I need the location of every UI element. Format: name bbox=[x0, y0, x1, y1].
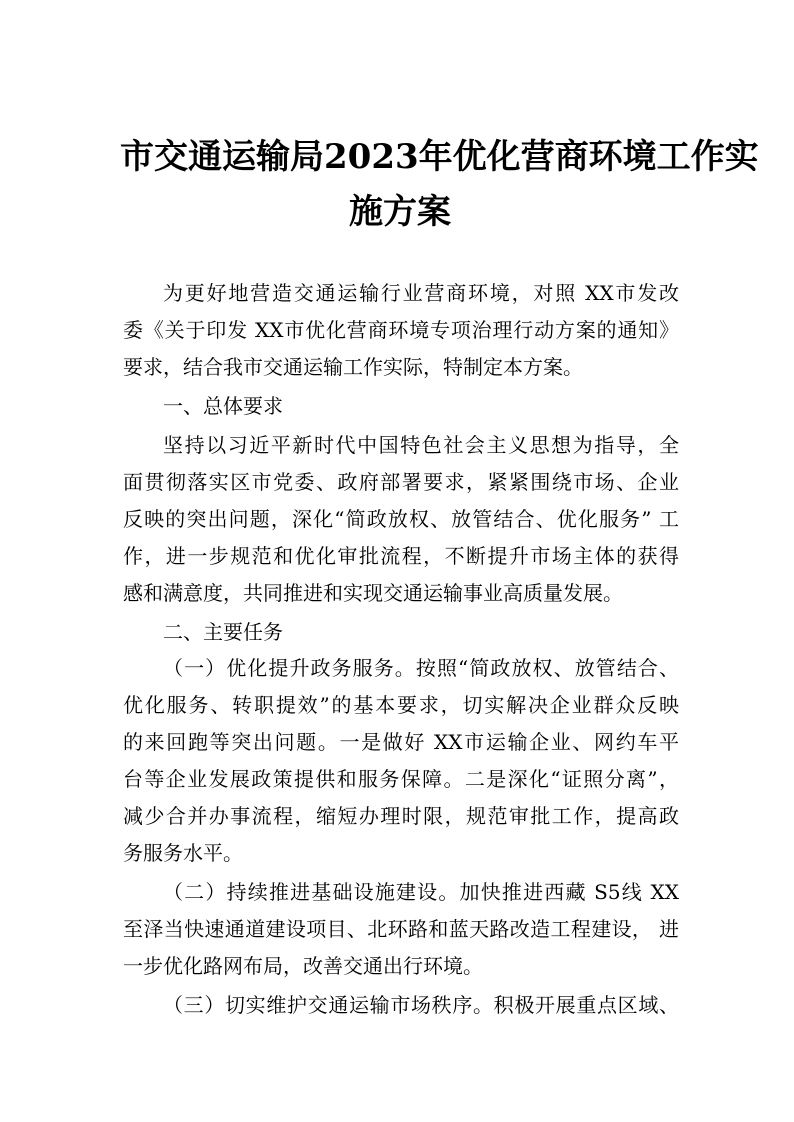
paragraph-line: （一）优化提升政务服务。按照“简政放权、放管结合、 bbox=[163, 656, 679, 680]
paragraph-line: 反映的突出问题，深化“简政放权、放管结合、优化服务” 工 bbox=[123, 507, 679, 531]
paragraph-line: 的来回跑等突出问题。一是做好 XX市运输企业、网约车平 bbox=[123, 730, 679, 754]
section-heading-1: 一、总体要求 bbox=[163, 394, 283, 418]
paragraph-line: （三）切实维护交通运输市场秩序。积极开展重点区域、 bbox=[163, 993, 679, 1017]
paragraph-line: 作，进一步规范和优化审批流程，不断提升市场主体的获得 bbox=[123, 544, 679, 568]
paragraph-line: 面贯彻落实区市党委、政府部署要求，紧紧围绕市场、企业 bbox=[123, 470, 679, 494]
paragraph-line: 台等企业发展政策提供和服务保障。二是深化“证照分离”， bbox=[123, 767, 679, 791]
document-title-line-2: 施方案 bbox=[349, 192, 451, 232]
document-title-line-1: 市交通运输局2023年优化营商环境工作实 bbox=[120, 137, 759, 177]
paragraph-line: 一步优化路网布局，改善交通出行环境。 bbox=[123, 954, 483, 978]
section-heading-2: 二、主要任务 bbox=[163, 620, 283, 644]
paragraph-line: 要求，结合我市交通运输工作实际，特制定本方案。 bbox=[123, 355, 583, 379]
paragraph-line: 减少合并办事流程，缩短办理时限，规范审批工作，提高政 bbox=[123, 804, 679, 828]
paragraph-line: 为更好地营造交通运输行业营商环境，对照 XX市发改 bbox=[163, 281, 679, 305]
paragraph-line: 坚持以习近平新时代中国特色社会主义思想为指导，全 bbox=[163, 433, 679, 457]
paragraph-line: 至泽当快速通道建设项目、北环路和蓝天路改造工程建设， 进 bbox=[123, 917, 679, 941]
paragraph-line: 务服务水平。 bbox=[123, 841, 243, 865]
paragraph-line: （二）持续推进基础设施建设。加快推进西藏 S5线 XX bbox=[163, 880, 679, 904]
paragraph-line: 委《关于印发 XX市优化营商环境专项治理行动方案的通知》 bbox=[123, 318, 679, 342]
paragraph-line: 感和满意度，共同推进和实现交通运输事业高质量发展。 bbox=[123, 581, 623, 605]
paragraph-line: 优化服务、转职提效”的基本要求，切实解决企业群众反映 bbox=[123, 693, 679, 717]
